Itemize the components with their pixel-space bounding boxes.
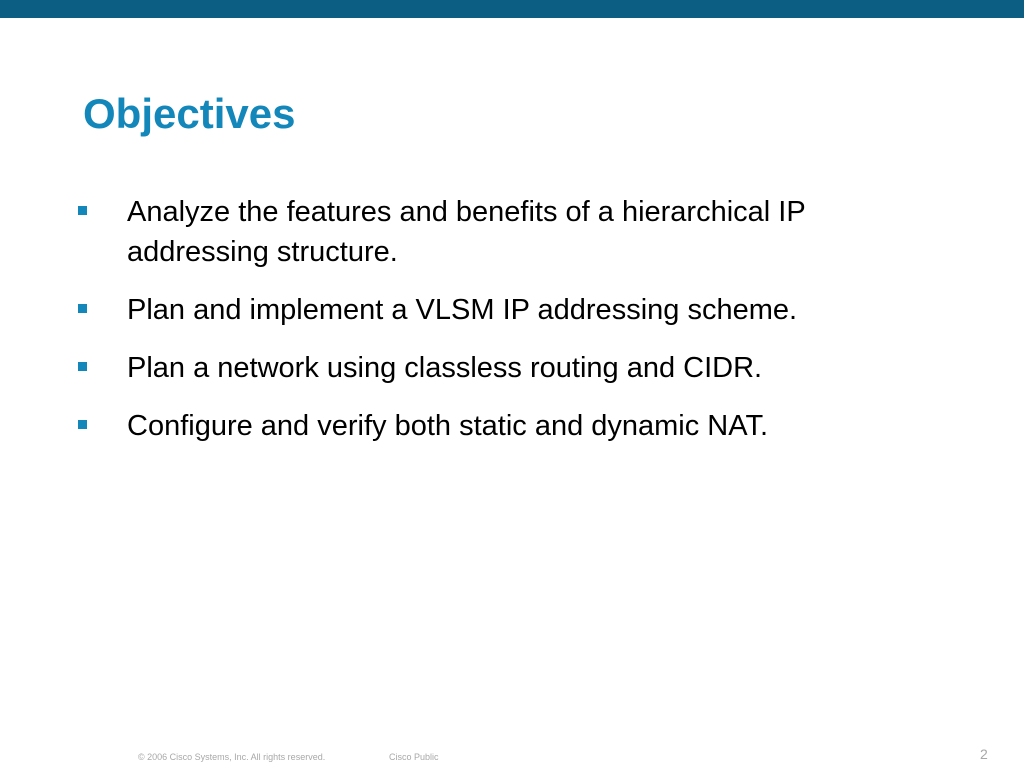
page-number: 2 <box>980 746 988 762</box>
square-bullet-icon <box>78 304 87 313</box>
objective-item <box>0 192 947 272</box>
objective-text: Plan and implement a VLSM IP addressing scheme. <box>127 294 798 326</box>
footer-classification: Cisco Public <box>389 752 439 762</box>
top-header-bar <box>0 0 1024 18</box>
objective-item <box>0 290 947 330</box>
slide-title: Objectives <box>83 90 296 137</box>
square-bullet-icon <box>78 420 87 429</box>
objective-item <box>0 348 947 388</box>
objectives-list <box>0 192 947 464</box>
objective-item <box>0 406 947 446</box>
objective-text: Configure and verify both static and dynamic NAT. <box>127 410 769 442</box>
footer-copyright: © 2006 Cisco Systems, Inc. All rights reserved. <box>138 752 326 762</box>
objective-text: Plan a network using classless routing and CIDR. <box>127 352 763 384</box>
square-bullet-icon <box>78 206 87 215</box>
square-bullet-icon <box>78 362 87 371</box>
slide-footer <box>0 752 1024 766</box>
objective-text: Analyze the features and benefits of a hierarchical IP addressing structure. <box>127 196 806 268</box>
